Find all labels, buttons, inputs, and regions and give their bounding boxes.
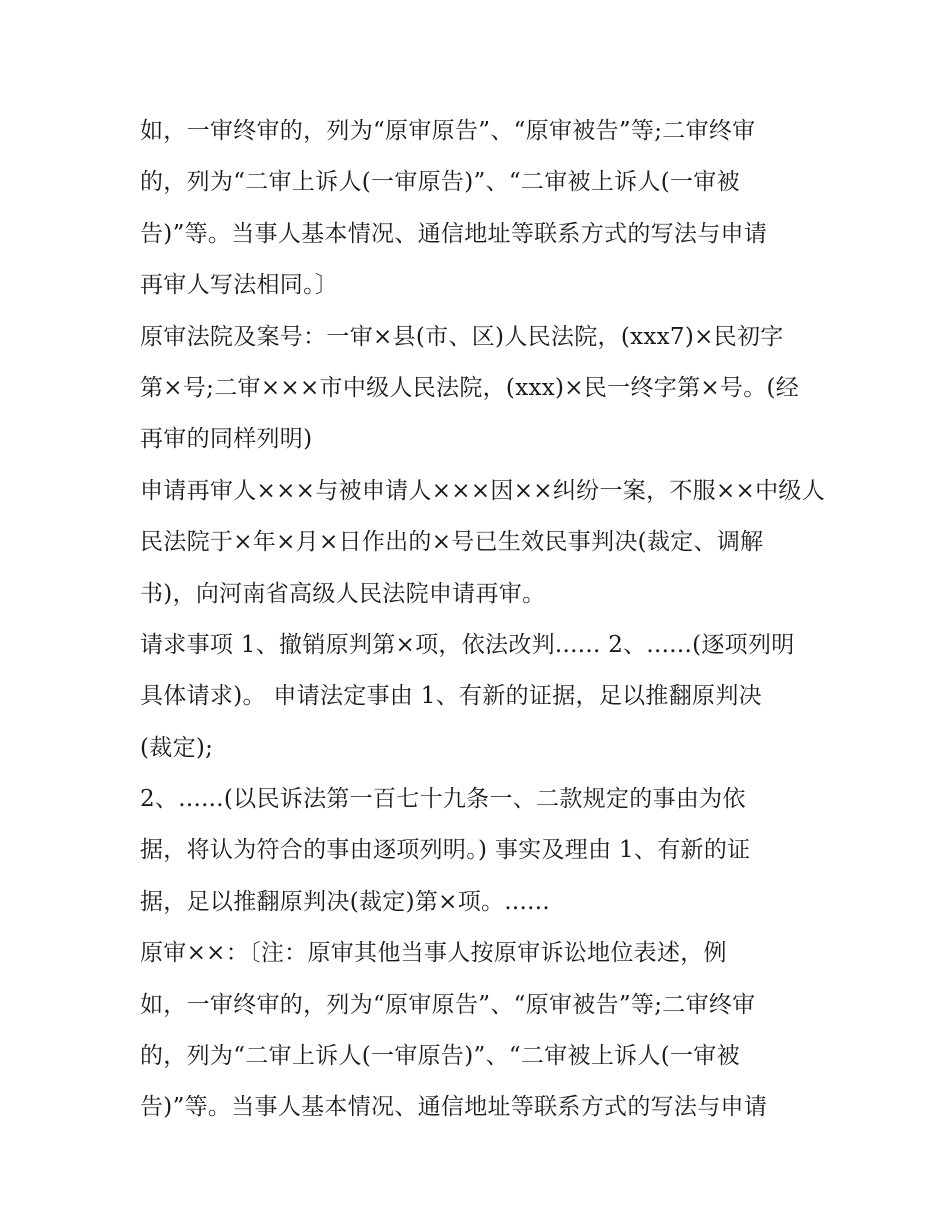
- text-line: 原审××：〔注：原审其他当事人按原审诉讼地位表述，例: [140, 940, 727, 967]
- text-line: 的，列为“二审上诉人(一审原告)”、“二审被上诉人(一审被: [140, 1043, 740, 1070]
- text-line: 第×号;二审×××市中级人民法院，(xxx)×民一终字第×号。(经: [140, 374, 800, 401]
- text-line: 2、......(以民诉法第一百七十九条一、二款规定的事由为依: [140, 786, 746, 813]
- document-body: [140, 106, 826, 1134]
- text-line: 据，将认为符合的事由逐项列明。) 事实及理由 1、有新的证: [140, 837, 751, 864]
- text-line: 再审人写法相同。〕: [140, 272, 339, 299]
- text-line: 书)，向河南省高级人民法院申请再审。: [140, 580, 546, 607]
- text-line: 原审法院及案号：一审×县(市、区)人民法院，(xxx7)×民初字: [140, 323, 784, 350]
- text-line: 具体请求)。 申请法定事由 1、有新的证据，足以推翻原判决: [140, 683, 762, 710]
- text-line: 告)”等。当事人基本情况、通信地址等联系方式的写法与申请: [140, 1094, 768, 1121]
- text-line: 告)”等。当事人基本情况、通信地址等联系方式的写法与申请: [140, 220, 768, 247]
- text-line: 如，一审终审的，列为“原审原告”、“原审被告”等;二审终审: [140, 118, 756, 144]
- text-line: 请求事项 1、撤销原判第×项，依法改判...... 2、......(逐项列明: [140, 631, 795, 658]
- text-line: 民法院于×年×月×日作出的×号已生效民事判决(裁定、调解: [140, 529, 764, 556]
- text-line: 申请再审人×××与被申请人×××因××纠纷一案，不服××中级人: [140, 477, 826, 504]
- text-line: 的，列为“二审上诉人(一审原告)”、“二审被上诉人(一审被: [140, 169, 740, 196]
- text-line: (裁定);: [140, 734, 214, 761]
- text-line: 再审的同样列明): [140, 426, 313, 453]
- text-line: 据，足以推翻原判决(裁定)第×项。......: [140, 888, 550, 915]
- text-line: 如，一审终审的，列为“原审原告”、“原审被告”等;二审终审: [140, 991, 756, 1018]
